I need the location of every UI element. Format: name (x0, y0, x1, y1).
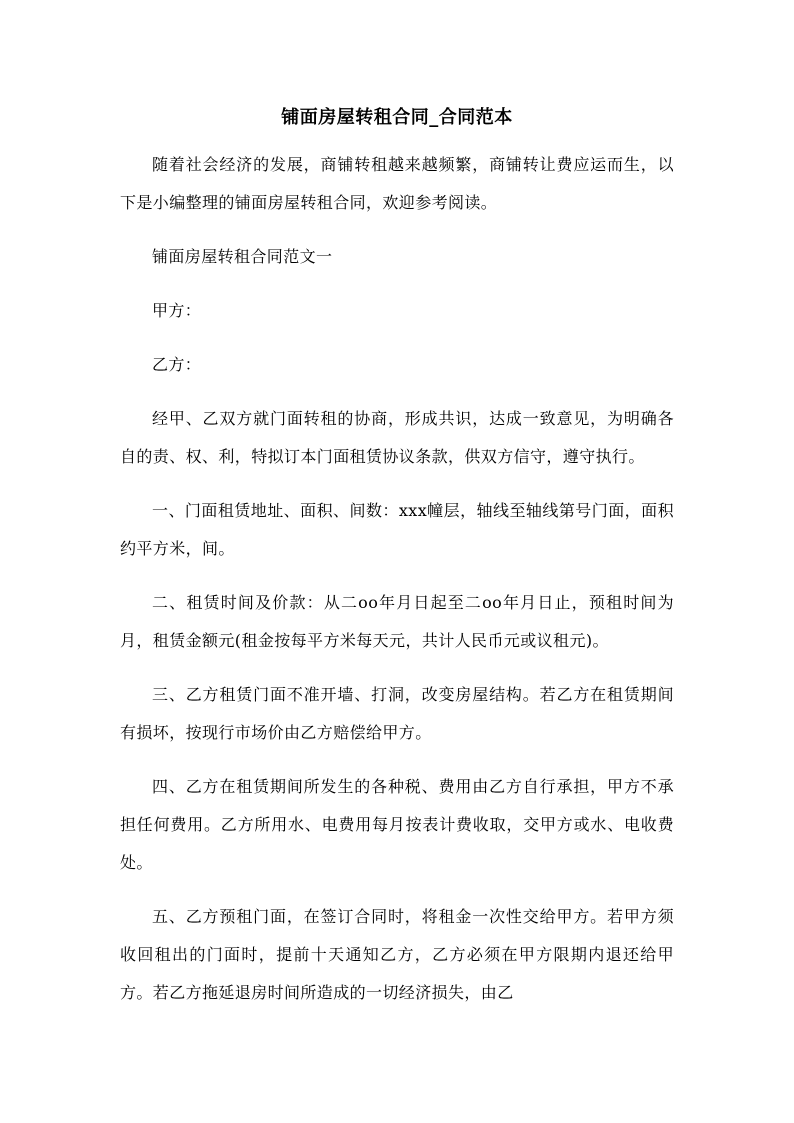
intro-paragraph: 随着社会经济的发展，商铺转租越来越频繁，商铺转让费应运而生，以下是小编整理的铺面房屋转租合同，欢迎参考阅读。 (120, 155, 674, 212)
clause-2: 二、租赁时间及价款：从二oo年月日起至二oo年月日止，预租时间为月，租赁金额元(租金按每平方米每天元，共计人民币元或议租元)。 (120, 593, 674, 650)
clause-3: 三、乙方租赁门面不准开墙、打洞，改变房屋结构。若乙方在租赁期间有损坏，按现行市场价由乙方赔偿给甲方。 (120, 685, 674, 742)
party-b-line: 乙方： (152, 355, 202, 374)
document-page (120, 102, 674, 1028)
clause-1: 一、门面租赁地址、面积、间数：xxx幢层，轴线至轴线第号门面，面积约平方米，间。 (120, 501, 674, 558)
document-title: 铺面房屋转租合同_合同范本 (281, 107, 513, 128)
party-a-line: 甲方： (152, 301, 202, 320)
clause-4: 四、乙方在租赁期间所发生的各种税、费用由乙方自行承担，甲方不承担任何费用。乙方所用水、电费用每月按表计费收取，交甲方或水、电收费处。 (120, 777, 674, 872)
agreement-preamble: 经甲、乙双方就门面转租的协商，形成共识，达成一致意见，为明确各自的责、权、利，特拟订本门面租赁协议条款，供双方信守，遵守执行。 (120, 409, 674, 466)
sample-heading: 铺面房屋转租合同范文一 (152, 247, 333, 266)
clause-5: 五、乙方预租门面，在签订合同时，将租金一次性交给甲方。若甲方须收回租出的门面时，提前十天通知乙方，乙方必须在甲方限期内退还给甲方。若乙方拖延退房时间所造成的一切经济损失，由乙 (120, 907, 674, 1002)
